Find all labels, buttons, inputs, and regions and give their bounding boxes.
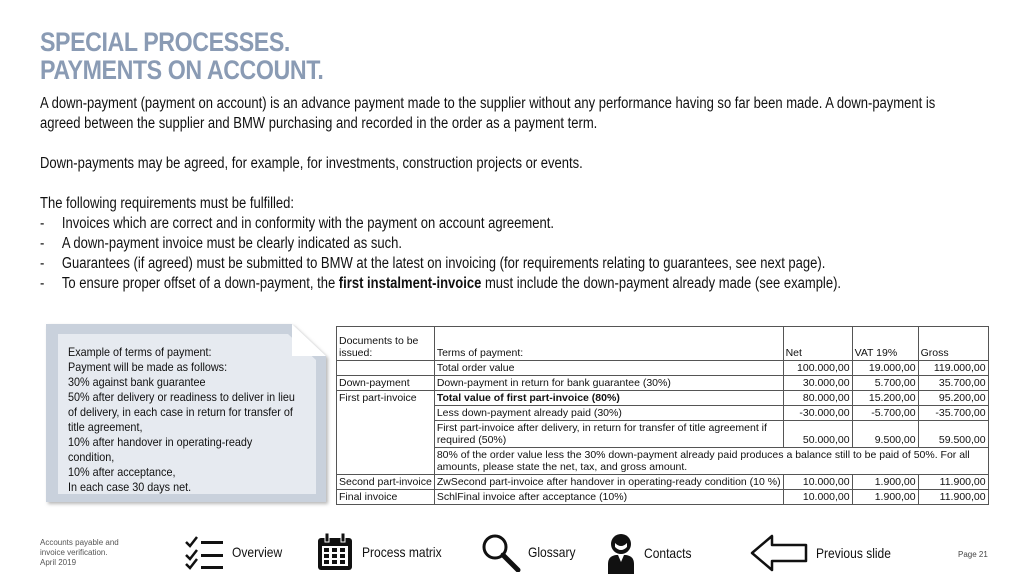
calendar-icon	[316, 532, 354, 572]
bullet-item: - To ensure proper offset of a down-payment, the first instalment-invoice must include the down-payment already made (see example).	[40, 275, 842, 292]
callout-line: 50% after delivery or readiness to deliver in lieu	[68, 390, 295, 404]
header-gross: Gross	[918, 327, 988, 361]
back-arrow-icon	[750, 532, 810, 574]
table-row	[337, 475, 989, 490]
nav-glossary[interactable]	[480, 532, 583, 572]
footer-info	[40, 538, 119, 568]
payment-table	[336, 326, 989, 505]
nav-overview-label: Overview	[232, 544, 283, 560]
cell-terms: SchlFinal invoice after acceptance (10%)	[434, 490, 783, 505]
bullet-item: - A down-payment invoice must be clearly indicated as such.	[40, 235, 402, 252]
cell-terms: Down-payment in return for bank guarantee (30%)	[434, 376, 783, 391]
cell-doc: Final invoice	[337, 490, 435, 505]
cell-note: 80% of the order value less the 30% down-payment already paid produces a balance still to be paid of 50%. For all amounts, please state the net, tax, and gross amount.	[434, 448, 988, 475]
cell-vat: 19.000,00	[852, 361, 918, 376]
person-icon	[604, 532, 638, 574]
cell-vat: -5.700,00	[852, 406, 918, 421]
header-vat: VAT 19%	[852, 327, 918, 361]
callout-line: title agreement,	[68, 420, 143, 434]
bullet-text-post: must include the down-payment already made (see example).	[481, 275, 842, 292]
requirements-heading: The following requirements must be fulfilled:	[40, 195, 295, 212]
cell-gross: -35.700,00	[918, 406, 988, 421]
cell-net: 80.000,00	[783, 391, 852, 406]
cell-gross: 35.700,00	[918, 376, 988, 391]
header-terms: Terms of payment:	[434, 327, 783, 361]
cell-terms: Total order value	[434, 361, 783, 376]
nav-previous-label: Previous slide	[816, 545, 891, 561]
cell-net: 10.000,00	[783, 490, 852, 505]
bullet-text-pre: To ensure proper offset of a down-payment, the	[61, 275, 339, 292]
body-text	[40, 94, 972, 294]
footer-line: April 2019	[40, 558, 77, 567]
cell-vat: 1.900,00	[852, 490, 918, 505]
cell-terms: Total value of first part-invoice (80%)	[434, 391, 783, 406]
table-header-row	[337, 327, 989, 361]
title-line-1: SPECIAL PROCESSES.	[40, 27, 290, 57]
table-row	[337, 421, 989, 448]
bullet-text: Guarantees (if agreed) must be submitted to BMW at the latest on invoicing (for requirements relating to guarantees, see next page).	[61, 255, 826, 272]
cell-net: 50.000,00	[783, 421, 852, 448]
table-row	[337, 376, 989, 391]
cell-gross: 59.500,00	[918, 421, 988, 448]
cell-terms: ZwSecond part-invoice after handover in operating-ready condition (10 %)	[434, 475, 783, 490]
cell-vat: 15.200,00	[852, 391, 918, 406]
footer-line: Accounts payable and	[40, 538, 119, 547]
cell-terms: First part-invoice after delivery, in return for transfer of title agreement if required (50%)	[434, 421, 783, 448]
cell-gross: 11.900,00	[918, 490, 988, 505]
cell-vat: 1.900,00	[852, 475, 918, 490]
cell-net: 10.000,00	[783, 475, 852, 490]
nav-glossary-label: Glossary	[528, 544, 576, 560]
nav-previous-slide[interactable]	[750, 532, 903, 574]
table-row	[337, 406, 989, 421]
nav-contacts[interactable]	[604, 532, 699, 574]
callout-line: of delivery, in each case in return for transfer of	[68, 405, 293, 419]
page-title	[40, 28, 323, 84]
page-number: Page 21	[958, 550, 988, 559]
header-net: Net	[783, 327, 852, 361]
cell-vat: 9.500,00	[852, 421, 918, 448]
cell-net: 100.000,00	[783, 361, 852, 376]
checklist-icon	[184, 532, 226, 572]
cell-doc	[337, 361, 435, 376]
table-row	[337, 391, 989, 406]
table-row	[337, 448, 989, 475]
callout-line: In each case 30 days net.	[68, 480, 192, 494]
callout-line: condition,	[68, 450, 115, 464]
callout-line: 10% after acceptance,	[68, 465, 176, 479]
callout-line: 10% after handover in operating-ready	[68, 435, 253, 449]
cell-doc: First part-invoice	[337, 391, 435, 475]
table-row	[337, 490, 989, 505]
header-documents: Documents to be issued:	[337, 327, 435, 361]
cell-terms: Less down-payment already paid (30%)	[434, 406, 783, 421]
magnifier-icon	[480, 532, 524, 572]
callout-line: Example of terms of payment:	[68, 345, 212, 359]
bullet-item: - Guarantees (if agreed) must be submitted to BMW at the latest on invoicing (for requirements relating to guarantees, see next page).	[40, 255, 826, 272]
callout-line: 30% against bank guarantee	[68, 375, 206, 389]
cell-net: -30.000,00	[783, 406, 852, 421]
bullet-text: A down-payment invoice must be clearly indicated as such.	[61, 235, 402, 252]
cell-vat: 5.700,00	[852, 376, 918, 391]
nav-contacts-label: Contacts	[644, 545, 692, 561]
intro-paragraph: A down-payment (payment on account) is an advance payment made to the supplier without any performance having so far been made. A down-payment is agreed between the supplier and BMW purchasing and recorded in the order as a payment term.	[40, 95, 936, 132]
examples-paragraph: Down-payments may be agreed, for example, for investments, construction projects or events.	[40, 155, 583, 172]
cell-gross: 119.000,00	[918, 361, 988, 376]
nav-overview[interactable]	[184, 532, 290, 572]
title-line-2: PAYMENTS ON ACCOUNT.	[40, 55, 324, 85]
table-row	[337, 361, 989, 376]
cell-net: 30.000,00	[783, 376, 852, 391]
cell-gross: 95.200,00	[918, 391, 988, 406]
footer-line: invoice verification.	[40, 548, 108, 557]
cell-gross: 11.900,00	[918, 475, 988, 490]
cell-doc: Down-payment	[337, 376, 435, 391]
bullet-item: - Invoices which are correct and in conformity with the payment on account agreement.	[40, 215, 554, 232]
nav-process-matrix[interactable]	[316, 532, 455, 572]
callout-line: Payment will be made as follows:	[68, 360, 228, 374]
cell-doc: Second part-invoice	[337, 475, 435, 490]
callout-text	[68, 345, 293, 495]
bullet-text-bold: first instalment-invoice	[338, 275, 482, 292]
nav-process-matrix-label: Process matrix	[362, 544, 442, 560]
bullet-text: Invoices which are correct and in conformity with the payment on account agreement.	[61, 215, 554, 232]
